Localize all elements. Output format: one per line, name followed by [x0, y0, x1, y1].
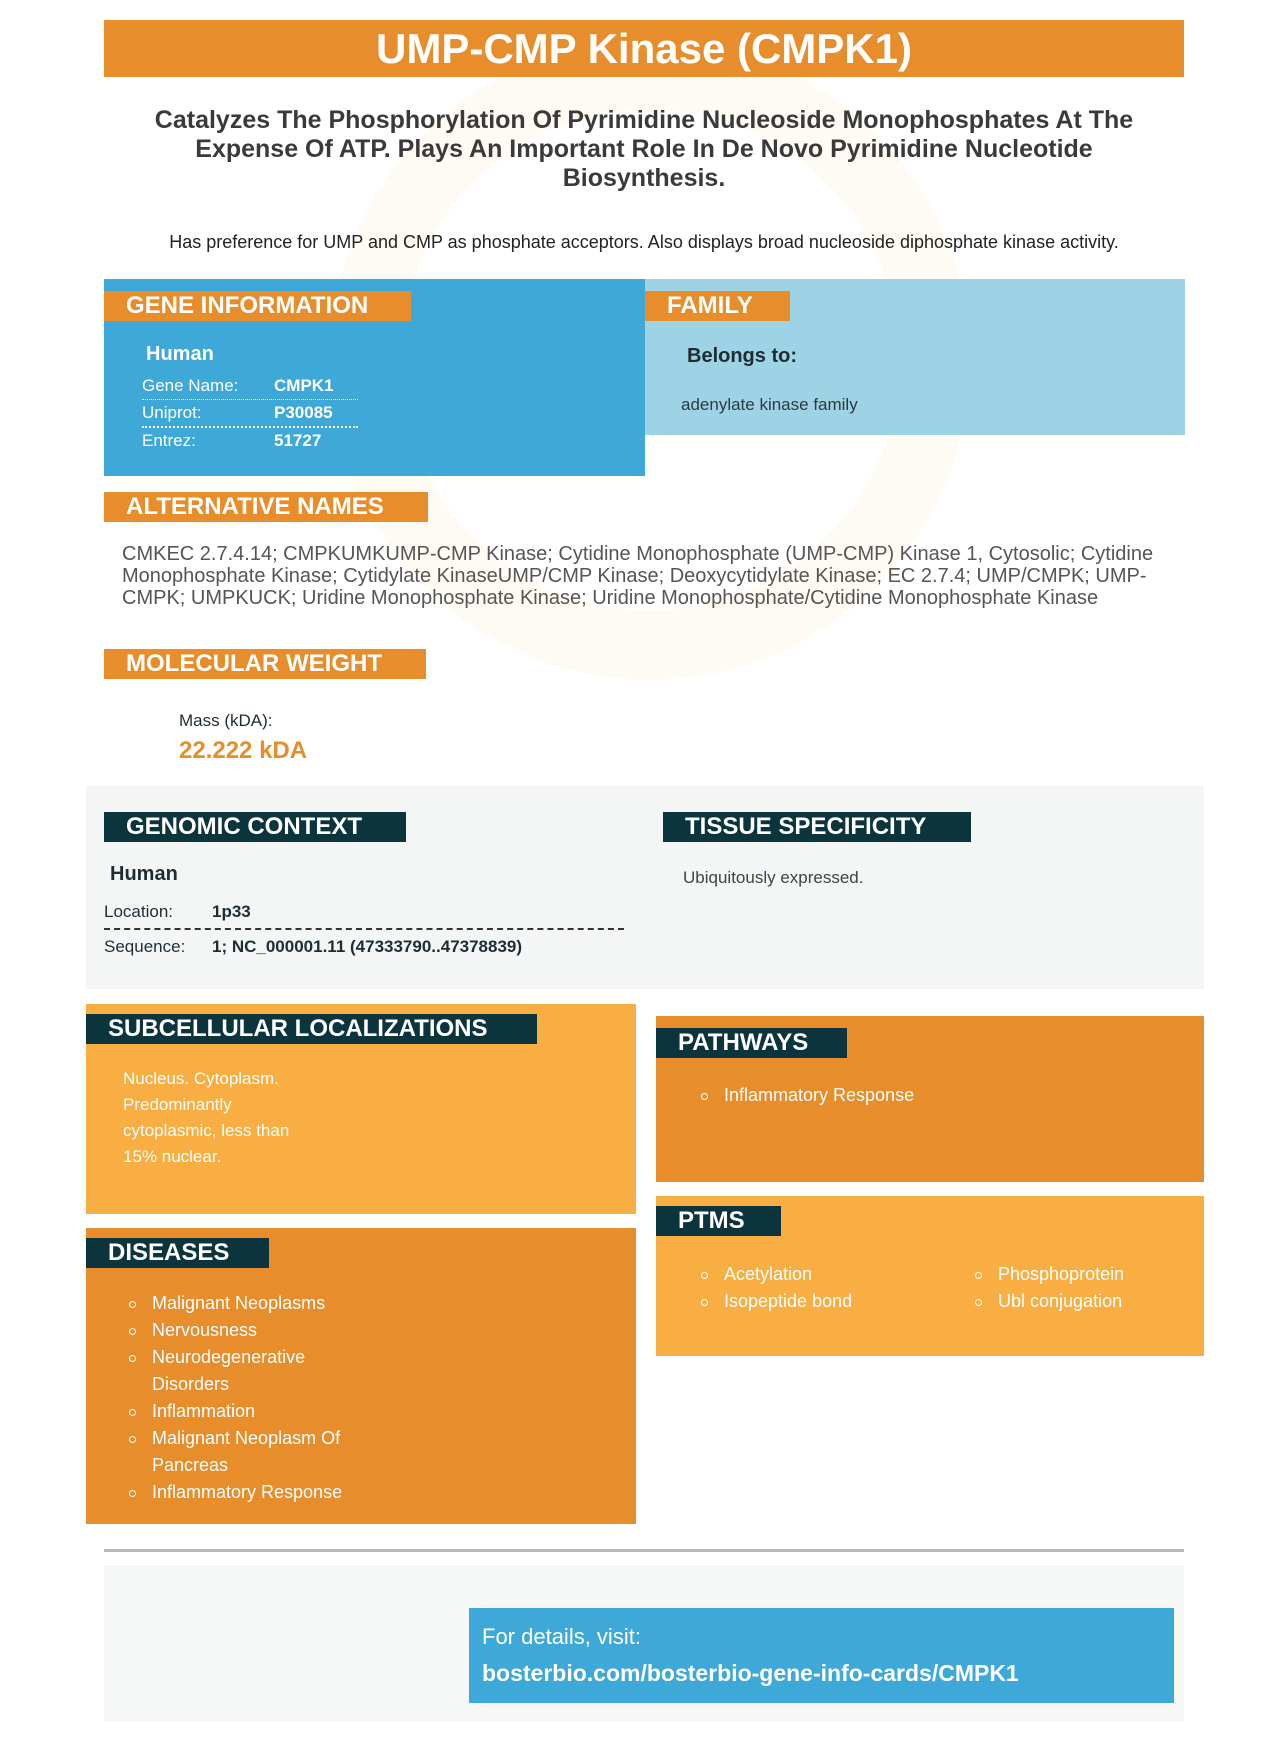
subcellular-line: cytoplasmic, less than	[123, 1121, 290, 1140]
ptms-header: PTMS	[656, 1206, 781, 1236]
molecular-weight-header: MOLECULAR WEIGHT	[104, 649, 426, 679]
details-prefix: For details, visit:	[482, 1624, 641, 1649]
entrez-value: 51727	[274, 431, 322, 450]
pathways-section	[656, 1016, 1204, 1182]
subcellular-section	[86, 1004, 636, 1214]
disease-item: Malignant Neoplasm Of Pancreas	[126, 1425, 366, 1479]
diseases-header: DISEASES	[86, 1238, 269, 1268]
ptm-item: Phosphoprotein	[972, 1261, 1192, 1288]
sequence-label: Sequence:	[104, 937, 186, 956]
tissue-specificity-header: TISSUE SPECIFICITY	[663, 812, 971, 842]
ptms-list-col1	[698, 1261, 938, 1315]
location-label: Location:	[104, 902, 173, 921]
entrez-label: Entrez:	[142, 431, 196, 450]
disease-item: Neurodegenerative Disorders	[126, 1344, 366, 1398]
alternative-names-header: ALTERNATIVE NAMES	[104, 492, 428, 522]
tissue-specificity-text: Ubiquitously expressed.	[683, 868, 864, 887]
page-subtitle: Catalyzes The Phosphorylation Of Pyrimidine Nucleoside Monophosphates At The Expense Of ATP. Plays An Important Role In De Novo Pyrimidine Nucleotide Biosynthesis.	[154, 106, 1134, 192]
subcellular-line: Nucleus. Cytoplasm.	[123, 1069, 279, 1088]
details-link[interactable]: bosterbio.com/bosterbio-gene-info-cards/CMPK1	[482, 1660, 1019, 1686]
gene-information-section	[104, 279, 645, 476]
family-label: Belongs to:	[687, 345, 797, 367]
ptm-item: Isopeptide bond	[698, 1288, 938, 1315]
ptms-list-col2	[972, 1261, 1192, 1315]
sequence-value: 1; NC_000001.11 (47333790..47378839)	[212, 937, 523, 956]
mass-value: 22.222 kDA	[179, 737, 308, 764]
location-row	[104, 902, 624, 930]
disease-item: Inflammation	[126, 1398, 366, 1425]
subcellular-header: SUBCELLULAR LOCALIZATIONS	[86, 1014, 537, 1044]
location-value: 1p33	[212, 902, 251, 921]
subcellular-text	[123, 1066, 289, 1170]
genomic-species: Human	[110, 863, 178, 885]
ptms-section	[656, 1196, 1204, 1356]
disease-item: Malignant Neoplasms	[126, 1290, 366, 1317]
disease-item: Inflammatory Response	[126, 1479, 366, 1506]
family-header: FAMILY	[645, 291, 790, 321]
subcellular-line: 15% nuclear.	[123, 1147, 222, 1166]
gene-name-value: CMPK1	[274, 376, 334, 395]
pathways-header: PATHWAYS	[656, 1028, 847, 1058]
family-section	[645, 279, 1185, 435]
family-value: adenylate kinase family	[681, 395, 858, 414]
uniprot-row	[142, 400, 358, 428]
ptm-item: Ubl conjugation	[972, 1288, 1192, 1315]
ptm-item: Acetylation	[698, 1261, 938, 1288]
page-title: UMP-CMP Kinase (CMPK1)	[104, 20, 1184, 77]
details-link-box[interactable]	[469, 1608, 1174, 1703]
gene-information-header: GENE INFORMATION	[104, 291, 411, 321]
mass-label: Mass (kDA):	[179, 711, 273, 730]
uniprot-value: P30085	[274, 403, 333, 422]
entrez-row	[142, 428, 358, 454]
alternative-names-text: CMKEC 2.7.4.14; CMPKUMKUMP-CMP Kinase; Cytidine Monophosphate (UMP-CMP) Kinase 1, Cytosolic; Cytidine Monophosphate Kinase; Cytidylate KinaseUMP/CMP Kinase; Deoxycytidylate Kinase; EC 2.7.4; UMP/CMPK; UMP-CMPK; UMPKUCK; Uridine Monophosphate Kinase; Uridine Monophosphate/Cytidine Monophosphate Kinase	[122, 543, 1154, 609]
gene-species: Human	[146, 343, 214, 365]
gene-name-row	[142, 373, 358, 400]
footer-divider	[104, 1549, 1184, 1552]
sequence-row	[104, 937, 624, 957]
diseases-list	[126, 1290, 366, 1506]
genomic-tissue-section	[86, 786, 1204, 989]
diseases-section	[86, 1228, 636, 1524]
subcellular-line: Predominantly	[123, 1095, 232, 1114]
pathways-list	[698, 1082, 1178, 1109]
genomic-context-header: GENOMIC CONTEXT	[104, 812, 406, 842]
pathway-item: Inflammatory Response	[698, 1082, 1178, 1109]
disease-item: Nervousness	[126, 1317, 366, 1344]
gene-name-label: Gene Name:	[142, 376, 239, 395]
uniprot-label: Uniprot:	[142, 403, 202, 422]
function-description: Has preference for UMP and CMP as phosphate acceptors. Also displays broad nucleoside diphosphate kinase activity.	[169, 232, 1119, 252]
